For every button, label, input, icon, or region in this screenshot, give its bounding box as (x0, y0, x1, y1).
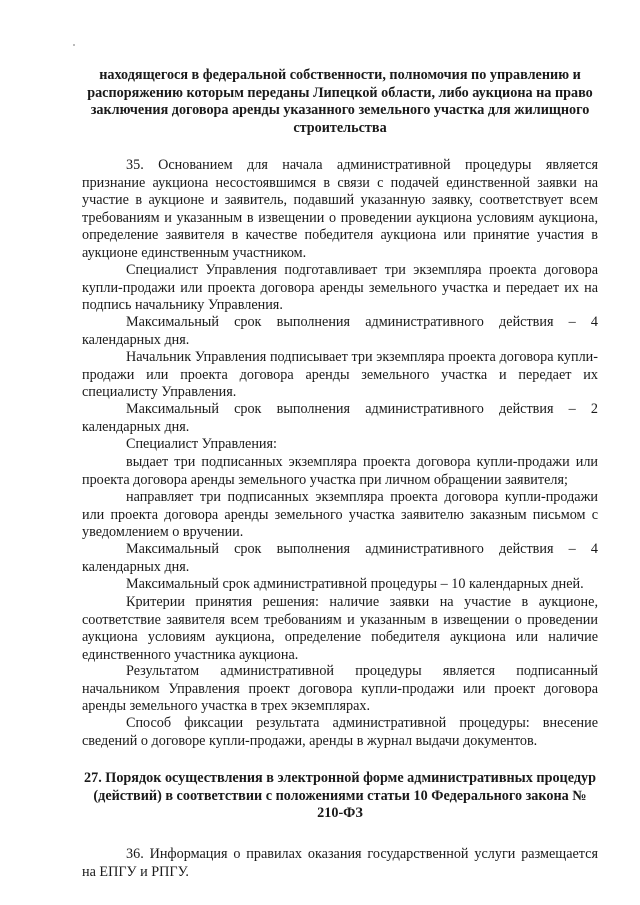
scan-speck (73, 44, 75, 46)
paragraph-result: Результатом административной процедуры является подписанный начальником Управления проект договора купли-продажи или проект договора аренды земельного участка в трех экземплярах. (82, 663, 598, 714)
paragraph-max-term-1: Максимальный срок выполнения административного действия – 4 календарных дня. (82, 314, 598, 348)
paragraph-specialist-prepares: Специалист Управления подготавливает три экземпляра проекта договора купли-продажи или проекта договора аренды земельного участка и передает их на подпись начальнику Управления. (82, 262, 598, 313)
paragraph-max-procedure: Максимальный срок административной процедуры – 10 календарных дней. (126, 576, 584, 592)
top-heading: находящегося в федеральной собственности, полномочия по управлению и распоряжению которым переданы Липецкой области, либо аукциона на право заключения договора аренды указанного земельного участка для жилищного строительства (87, 67, 593, 136)
paragraph-36: 36. Информация о правилах оказания государственной услуги размещается на ЕПГУ и РПГУ. (82, 846, 598, 880)
paragraph-max-term-3: Максимальный срок выполнения административного действия – 4 календарных дня. (82, 541, 598, 575)
paragraph-specialist-label: Специалист Управления: (126, 436, 277, 452)
paragraph-head-signs: Начальник Управления подписывает три экземпляра проекта договора купли-продажи или проекта договора аренды земельного участка и передает их специалисту Управления. (82, 349, 598, 400)
paragraph-fixation: Способ фиксации результата административной процедуры: внесение сведений о договоре купли-продажи, аренды в журнал выдачи документов. (82, 715, 598, 749)
paragraph-sends: направляет три подписанных экземпляра проекта договора купли-продажи или проекта договора аренды земельного участка заявителю заказным письмом с уведомлением о вручении. (82, 489, 598, 540)
paragraph-35: 35. Основанием для начала административной процедуры является признание аукциона несостоявшимся в связи с подачей единственной заявки на участие в аукционе и заявитель, подавший указанную заявку, соответствует всем требованиям и указанным в извещении о проведении аукциона условиям аукциона, определение заявителя в качестве победителя аукциона или принятие участия в аукционе единственным участником. (82, 157, 598, 261)
paragraph-criteria: Критерии принятия решения: наличие заявки на участие в аукционе, соответствие заявителя всем требованиям и указанным в извещении о проведении аукциона условиям аукциона, определение победителя аукциона или наличие единственного участника аукциона. (82, 594, 598, 663)
section-27-heading: 27. Порядок осуществления в электронной форме административных процедур (действий) в соответствии с положениями статьи 10 Федерального закона № 210-ФЗ (84, 770, 596, 821)
paragraph-max-term-2: Максимальный срок выполнения административного действия – 2 календарных дня. (82, 401, 598, 435)
paragraph-issues: выдает три подписанных экземпляра проекта договора купли-продажи или проекта договора аренды земельного участка при личном обращении заявителя; (82, 454, 598, 488)
